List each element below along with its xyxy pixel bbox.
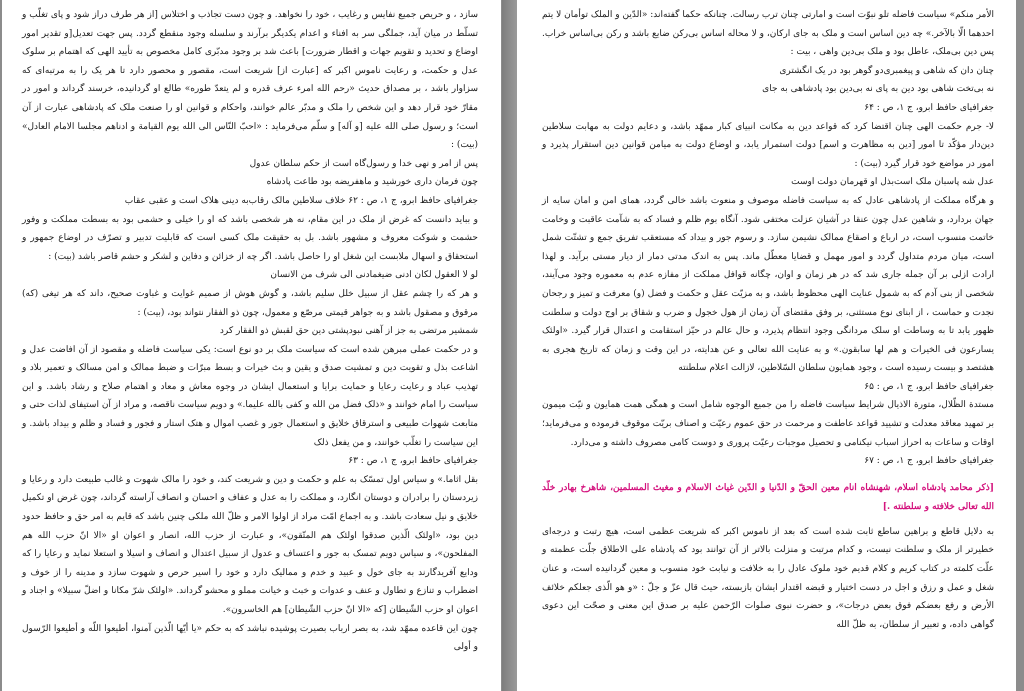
source-citation: جغرافیای حافظ ابرو، ج ۱، ص : ۶۵	[864, 381, 994, 392]
section-heading: [ذکر محامد پادشاه اسلام، شهنشاه انام معین الحقّ و الدّنیا و الدّین غیاث الاسلام و مغیث المسلمین، شاهرخ بهادر خلّد الله تعالی خلافته و سلطنته .]	[542, 482, 994, 512]
verse-line: چون فرمان داری خورشید و ماهفریضه بود طاعت پادشاه	[266, 177, 478, 188]
source-citation: جغرافیای حافظ ابرو، ج ۱، ص : ۶۲ خلاف سلاطین مالک رقاب‌به دینی هلاک است و عقبی عقاب	[124, 195, 478, 206]
paragraph: چون این قاعده ممهّد شد، به بصر ارباب بصیرت پوشیده نباشد که به حکم «یا أیّها الّذین آمنوا، أطیعوا اللّه و أطیعوا الرّسول و أولی	[22, 623, 478, 653]
verse-line: نه بی‌تخت شاهی بود دین به پای نه بی‌دین بود پادشاهی به جای	[762, 84, 994, 95]
source-citation: جغرافیای حافظ ابرو، ج ۱، ص : ۶۴	[864, 102, 994, 113]
left-page	[2, 0, 501, 691]
paragraph: الأمر منکم» سیاست فاضله تلو نبوّت است و امارتی چنان ترب رسالت. چنانکه حکما گفته‌اند: «الدّین و الملک توأمان لا یتم احدهما الّا بالآخر.» چه دین اساس است و ملک به جای ارکان، و لا محاله اساس بی‌رکن ضایع باشد و رکن بی‌اساس خراب. پس دین بی‌ملک، عاطل بود و ملک بی‌دین واهی ، بیت :	[542, 10, 994, 58]
verse-line: چنان دان که شاهی و پیغمبری‌دو گوهر بود در یک انگشتری	[779, 65, 994, 76]
paragraph: و بباید دانست که غرض از ملک در این مقام، نه هر شخصی باشد که او را خیلی و حشمی بود به بسطت مملکت و وفور حشمت و شوکت معروف و مشهور باشد. بل به حقیقت ملک کسی است که قابلیت تدبیر و تصرّف در اوضاع جمهور و استحقاق و اسهال ملابست این شغل او را حاصل باشد. اگر چه از خزائن و دفاین و لشکر و حشم قاصر باشد (بیت) :	[22, 214, 478, 262]
verse-line: پس از امر و نهی خدا و رسول‌گاه است از حکم سلطان عدول	[249, 158, 478, 169]
right-page	[517, 0, 1016, 691]
paragraph: مستدة الظّلال، متورة الاذیال شرایط سیاست فاضله را من جمیع الوجوه شامل است و همگی همت همایون و نیّت میمون بر تمهید معاقد معدلت و تشیید قواعد عاطفت و مرحمت در حق عموم رعیّت و اصناف بریّت موقوف فرموده و می‌فرماید؛ اوقات و ساعات به احراز اسباب نیکنامی و تحصیل موجبات رعیّت پروری و دوست کامی مصروف داشته و می‌دارد.	[542, 400, 994, 448]
right-page-content	[542, 6, 994, 634]
verse-line: شمشیر مرتضی به جز از آهنی نبودپشتی دین حق لقبش ذو الفقار کرد	[219, 326, 478, 337]
paragraph: بقل اثاما.» و سیاس اول تمسّک به علم و حکمت و دین و شریعت کند، و خود را مالک شهوت و غالب طبیعت دارد و رعایا و زیردستان را برادران و دوستان انگارد، و مملکت را به عدل و عفاف و احسان و انصاف آراسته گرداند، چون غرض او تکمیل خلایق و نیل سعادت باشد. و به اجماع امّت مراد از اولوا الامر و ظلّ الله ملکی چنین باشد که قایم به امر حق و حافظ حدود دین بود، «اولئک الّذین صدقوا اولئک هم المتّقون»، و عبارت از حزب الله، انصار و اعوان او «الا انّ حزب الله هم المفلحون»، و سیاس دویم تمسک به جور و اعتساف و عدول از سبیل اعتدال و انصاف و اسیلا و استعلا نماید و رعایا را که ودایع آفریدگارند به جای خول و عبید و خدم و ممالیک دارد و خود را اسیر حرص و شهوت سازد و مدینه را از خوف و اضطراب و تنازع و تطاول و عنف و عدوات و خبث و خیانت مملو و محشو گرداند. «اولئک شرّ مکانا و اضلّ سبیلا» و اجناد و اعوان او حزب الشّیطان [که «الا انّ حزب الشّیطان] هم الخاسرون».	[22, 474, 478, 615]
verse-line: لو لا العقول لکان ادنی ضیغمادنی الی شرف من الانسان	[270, 270, 478, 281]
paragraph: لا- جرم حکمت الهی چنان اقتضا کرد که قواعد دین به مکانت انبیای کبار ممهّد باشد، و دعایم دولت به مهابت سلاطین دین‌دار مؤکّد تا امور [دین به مظاهرت و اسم] دولت استمرار یابد، و اوضاع دولت به میامن قوانین دین استقرار پذیرد و امور در مواضع خود قرار گیرد (بیت) :	[542, 121, 994, 169]
verse-line: عدل شه پاسبان ملک است‌بذل او قهرمان دولت اوست	[791, 177, 994, 188]
paragraph: و هرگاه مملکت از پادشاهی عادل که به سیاست فاضله موصوف و منعوت باشد خالی گردد، همای امن و امان سایه از جهان بردارد، و شاهین عدل چون عنقا در آشیان عزلت مختفی شود. آنگاه بوم ظلم و فساد که به شآمت عاقبت و وخامت خاتمت منسوب است، در ارباع و اصقاع ممالک نشیمن سازد. و رسوم جور و بیداد که مستعقب تفریق جمع و تشتّت شمل است، میان مردم متداول گردد و امور مهمل و قضایا معطّل ماند. پس به اندک مدتی دمار از دیار مستی برآید. و لهذا ارادت ازلی بر آن جمله جاری شد که در هر زمان و اوان، چگانه قوافل مملکت از مفازه عدم به معموره وجود می‌آیند، شخصی از بنی آدم که به شمول عنایت الهی محظوظ باشد، و به مزیّت عقل و حکمت و فضل (و) معرفت و تمیز و رجحان نجدت و حماست ، از ابنای نوع مستثنی، بر وفق مقتضای آن زمان از هول خجول و ضرب و شقاق بر اوج دولت و سلطنت ظهور یابد تا به وساطت او سلک مردانگی وجود انتظام پذیرد، و حال عالم در حیّز استقامت و اعتدال قرار گیرد. «اولئک یسارعون فی الخیرات و هم لها سابقون.» و به عنایت الله تعالی و عن هدایته، در این وقت و زمان که تاریخ هجری به هشتصد و بیست رسیده است ، وجود همایون سلطان السّلاطین، لازالت اعلام سلطنته	[542, 195, 994, 374]
page-gutter	[502, 0, 517, 691]
paragraph: به دلایل قاطع و براهین ساطع ثابت شده است که بعد از ناموس اکبر که شریعت عظمی است، هیچ رتبت و درجه‌ای خطیرتر از ملک و سلطنت نیست، و کدام مرتبت و منزلت بالاتر از آن توانند بود که پادشاه علی الاطلاق جلّت عظمته و علّت کلمته در کتاب کریم و کلام قدیم خود ملوک عادل را به خلافت و نیابت خود منسوب و معین گردانیده است، و عنان شغل و عمل و رزق و اجل در دست اختیار و قبضه اقتدار ایشان بازبسته، حیث قال عزّ و جلّ : «و هو الّذی جعلکم خلائف الأرض و رفع بعضکم فوق بعض درجات»، و حضرت نبوی صلوات الرّحمن علیه بر صدق این معنی و صحّت این دعوی گواهی داده، و تعبیر از سلطان، به ظلّ الله	[542, 526, 994, 630]
paragraph: سازد ، و حریص جمیع نفایس و رغایب ، خود را نخواهد. و چون دست تجاذب و اختلاس [از هر طرف دراز شود و پای تغلّب و تسلّط در میان آید، جملگی سر به افناء و اعدام یکدیگر برآرند و سلسله وجود منقطع گردد. پس جهت تعدیل[و تقدیر امور اوضاع و تحدید و تقویم جهات و اقطار ضرورت] باعث شد بر وجود مدبّری کامل مخصوص به تأیید الهی که اهتمام بر سلوک عدل و حکمت، و رعایت ناموس اکبر که [عبارت از] شریعت است، مقصور و محصور دارد تا هر یک را به مرتبه‌ای که سزاوار باشد ، بر مصداق حدیث «رحم الله امرء عرف قدره و لم یتعدّ طوره» طالع او گردانیده، خرسند گرداند و امور در مقارّ خود قرار دهد و این شخص را ملک و مدبّر عالم خوانند، واحکام و قوانین او را صنعت ملک که پادشاهی عبارت از آن است؛ و رسول صلی الله علیه [و آله] و سلّم می‌فرماید : «احبّ النّاس الی الله یوم القیامة و ادناهم مجلسا الامام العادل» (بیت) :	[22, 10, 478, 151]
paragraph: و در حکمت عملی مبرهن شده است که سیاست ملک بر دو نوع است: یکی سیاست فاضله و مقصود از آن افاضت عدل و اشاعت بذل و تقویت دین و تمشیت صدق و یقین و بث خیرات و بسط مبرّات و ضبط ممالک و امن مسالک و تعمیر بلاد و تهذیب عباد و رعایت رعایا و حمایت برایا و استعمال ایشان در وجوه معاش و معاد و اهتمام صلاح و رشاد باشد. و این سیاست را امام خوانند و «ذلک فضل من الله و کفی بالله علیما.» و دویم سیاست ناقصه، و مراد از آن استیفای لذات حتی و متابعت شهوات طبیعی و استرقاق خلایق و استعمال جور و غصب اموال و هتک استار و فجور و فساد و ظلم و بیداد باشد. و این سیاست را تغلّب خوانند، و من یفعل ذلک	[22, 344, 478, 448]
source-citation: جغرافیای حافظ ابرو، ج ۱، ص : ۶۷	[864, 456, 994, 467]
left-page-content	[22, 6, 478, 657]
source-citation: جغرافیای حافظ ابرو، ج ۱، ص : ۶۳	[348, 456, 478, 467]
paragraph: و هر که را چشم عقل از سبیل خلل سلیم باشد، و گوش هوش از صمیم غوایت و غباوت صحیح، داند که هر تیغی (که) مرقوق و مصقول باشد و به جواهر قیمتی مرصّع و معمول، چون ذو الفقار نتواند بود، (بیت) :	[22, 288, 478, 318]
